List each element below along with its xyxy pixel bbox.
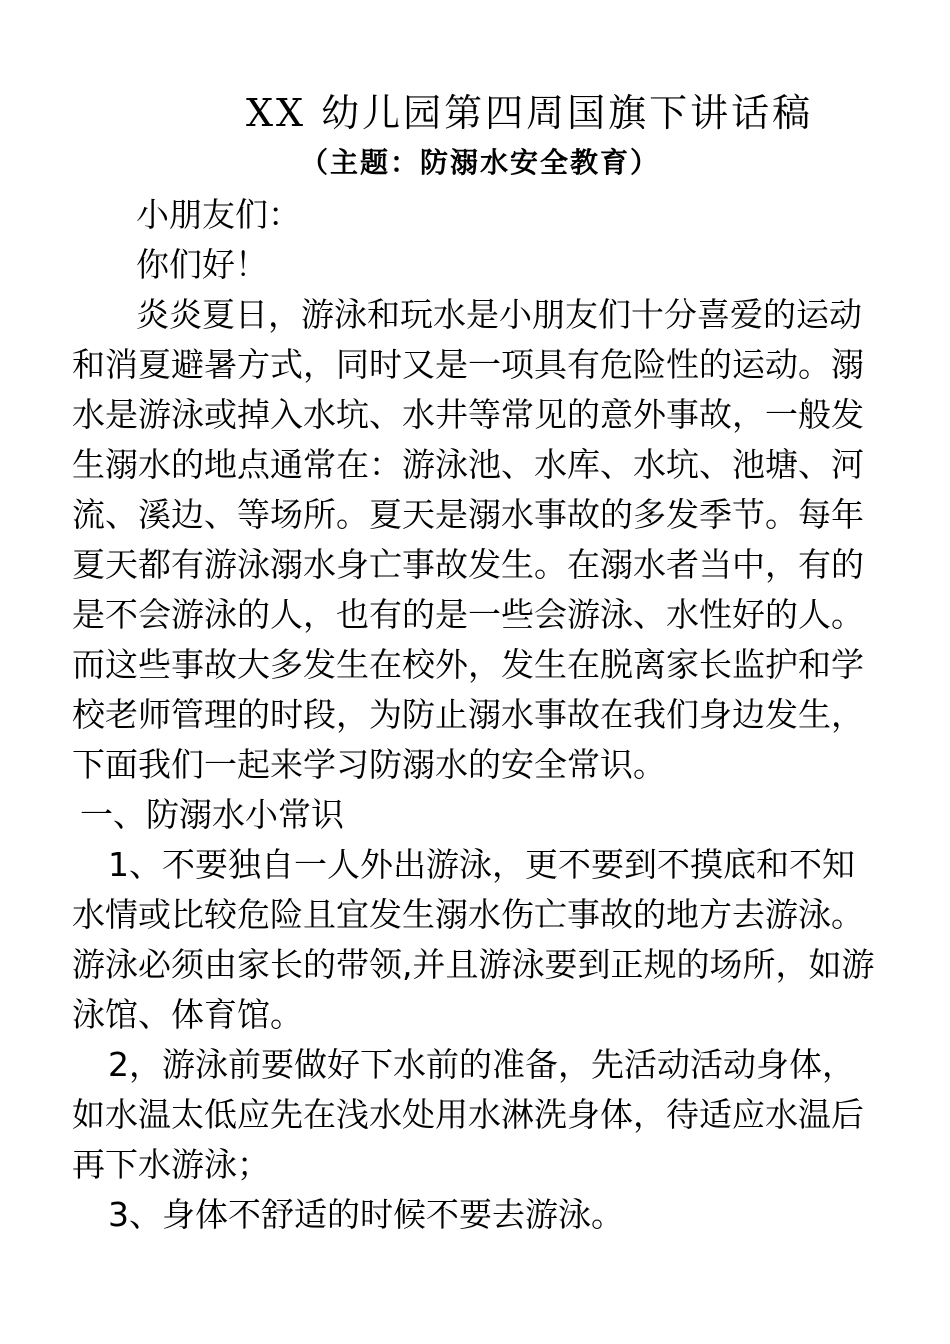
list-item-line: 3、身体不舒适的时候不要去游泳。 <box>108 1195 624 1234</box>
list-item-line: 2，游泳前要做好下水前的准备，先活动活动身体， <box>108 1045 855 1084</box>
list-item-line: 游泳必须由家长的带领,并且游泳要到正规的场所，如游 <box>72 945 875 984</box>
paragraph-line: 是不会游泳的人，也有的是一些会游泳、水性好的人。 <box>72 595 864 634</box>
paragraph-line: 夏天都有游泳溺水身亡事故发生。在溺水者当中，有的 <box>72 545 864 584</box>
paragraph-line: 校老师管理的时段，为防止溺水事故在我们身边发生， <box>72 695 864 734</box>
section-heading: 一、防溺水小常识 <box>80 795 344 834</box>
list-item-line: 水情或比较危险且宜发生溺水伤亡事故的地方去游泳。 <box>72 895 864 934</box>
paragraph-line: 而这些事故大多发生在校外，发生在脱离家长监护和学 <box>72 645 864 684</box>
paragraph-line: 生溺水的地点通常在：游泳池、水库、水坑、池塘、河 <box>72 445 864 484</box>
salutation-line: 小朋友们： <box>136 195 301 234</box>
paragraph-line: 炎炎夏日，游泳和玩水是小朋友们十分喜爱的运动 <box>136 295 862 334</box>
paragraph-line: 流、溪边、等场所。夏天是溺水事故的多发季节。每年 <box>72 495 864 534</box>
paragraph-line: 下面我们一起来学习防溺水的安全常识。 <box>72 745 666 784</box>
list-item-line: 1、不要独自一人外出游泳，更不要到不摸底和不知 <box>108 845 855 884</box>
paragraph-line: 水是游泳或掉入水坑、水井等常见的意外事故，一般发 <box>72 395 864 434</box>
paragraph-line: 和消夏避暑方式，同时又是一项具有危险性的运动。溺 <box>72 345 864 384</box>
list-item-line: 如水温太低应先在浅水处用水淋洗身体，待适应水温后 <box>72 1095 864 1134</box>
list-item-line: 泳馆、体育馆。 <box>72 995 303 1034</box>
document-subtitle: （主题：防溺水安全教育） <box>300 146 661 179</box>
list-item-line: 再下水游泳； <box>72 1145 270 1184</box>
document-title: XX 幼儿园第四周国旗下讲话稿 <box>246 91 814 135</box>
greeting-line: 你们好！ <box>136 245 268 284</box>
